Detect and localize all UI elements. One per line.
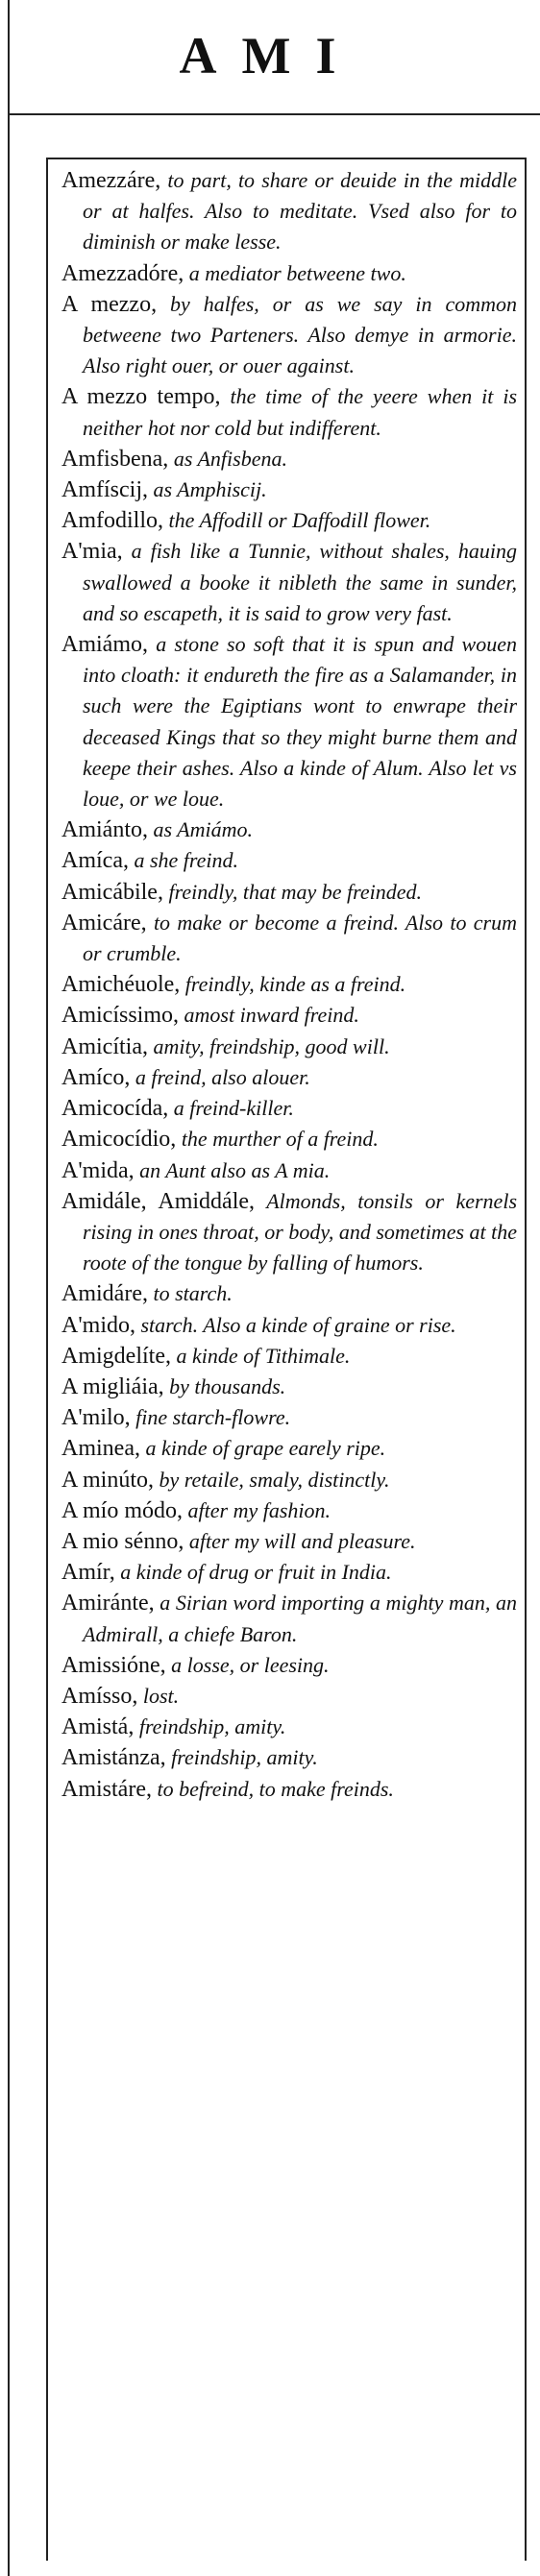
entry-headword: Amír,	[61, 1560, 115, 1586]
entry-definition: to starch.	[147, 1281, 233, 1306]
entry-definition: a mediator betweene two.	[184, 260, 406, 285]
dictionary-entry	[61, 1402, 517, 1433]
dictionary-entry	[61, 289, 517, 382]
dictionary-entry	[61, 1465, 517, 1495]
entry-headword: Aminea,	[61, 1436, 140, 1462]
entry-headword: Amichéuole,	[61, 972, 181, 998]
dictionary-entry	[61, 814, 517, 845]
entry-definition: a freind, also alouer.	[130, 1064, 310, 1089]
entry-definition: to befreind, to make freinds.	[151, 1776, 394, 1801]
dictionary-entry	[61, 908, 517, 969]
entry-definition: by retaile, smaly, distinctly.	[154, 1467, 390, 1492]
dictionary-entry	[61, 969, 517, 1000]
dictionary-entry	[61, 1155, 517, 1186]
entry-headword: Amistánza,	[61, 1745, 166, 1771]
dictionary-entry	[61, 1186, 517, 1279]
dictionary-entry	[61, 1310, 517, 1341]
entry-definition: after my fashion.	[183, 1497, 331, 1522]
dictionary-entry	[61, 1433, 517, 1464]
entry-headword: A mezzo,	[61, 291, 158, 317]
entry-headword: Amíca,	[61, 848, 129, 874]
entry-headword: Amicíssimo,	[61, 1003, 180, 1029]
dictionary-entry	[61, 845, 517, 876]
entry-definition: as Amphiscij.	[148, 477, 267, 502]
entry-definition: after my will and pleasure.	[184, 1528, 416, 1553]
entry-definition: a stone so soft that it is spun and wouen into cloath: it endureth the fire as a Salamander, in such were the Egiptians wont to enwrape their deceased Kings that so they might burne them and keepe their ashes. Also a kinde of Alum. Also let vs loue, or we loue.	[83, 632, 517, 812]
entry-definition: to part, to share or deuide in the middle or at halfes. Also to meditate. Vsed also for to diminish or make lesse.	[83, 168, 517, 255]
entry-definition: a freind-killer.	[168, 1096, 294, 1121]
entry-definition: amity, freindship, good will.	[147, 1033, 390, 1058]
entry-headword: A'mida,	[61, 1157, 135, 1183]
entry-headword: A mezzo tempo,	[61, 384, 221, 410]
dictionary-entry	[61, 1588, 517, 1649]
dictionary-entry	[61, 1000, 517, 1031]
entry-definition: starch. Also a kinde of graine or rise.	[135, 1312, 456, 1337]
dictionary-entry	[61, 1774, 517, 1805]
dictionary-entry	[61, 1650, 517, 1681]
entry-headword: Amíco,	[61, 1064, 131, 1090]
dictionary-entry	[61, 536, 517, 629]
entry-headword: Amicocída,	[61, 1096, 169, 1122]
entry-headword: A'milo,	[61, 1405, 131, 1431]
dictionary-entry	[61, 1681, 517, 1712]
entry-headword: Amfíscij,	[61, 477, 148, 503]
dictionary-entry	[61, 1372, 517, 1402]
dictionary-entry	[61, 1742, 517, 1773]
entry-definition: a fish like a Tunnie, without shales, hauing swallowed a booke it nibleth the same in sunder, and so escapeth, it is said to grow very fast.	[83, 539, 517, 625]
entry-definition: fine starch-flowre.	[130, 1405, 291, 1430]
entry-definition: a Sirian word importing a mighty man, an Admirall, a chiefe Baron.	[83, 1591, 517, 1646]
entry-definition: the murther of a freind.	[176, 1127, 379, 1152]
entry-definition: by thousands.	[163, 1373, 286, 1398]
entry-definition: as Amiámo.	[148, 817, 253, 842]
dictionary-entry	[61, 629, 517, 814]
header-rule	[8, 113, 540, 115]
entry-definition: freindly, kinde as a freind.	[180, 972, 406, 997]
entry-headword: Amísso,	[61, 1683, 138, 1709]
entry-definition: a she freind.	[128, 848, 239, 873]
dictionary-entry	[61, 165, 517, 258]
dictionary-entry	[61, 1341, 517, 1372]
entry-headword: Amezzadóre,	[61, 260, 184, 286]
entry-definition: to make or become a freind. Also to crum or crumble.	[83, 910, 517, 966]
entry-headword: Amigdelíte,	[61, 1343, 171, 1369]
dictionary-entry	[61, 258, 517, 289]
entry-headword: Amidále, Amiddále,	[61, 1188, 256, 1214]
entry-headword: Amistá,	[61, 1714, 135, 1740]
dictionary-column	[61, 165, 517, 1805]
entry-headword: Amiánto,	[61, 817, 148, 843]
entry-definition: an Aunt also as A mia.	[134, 1157, 331, 1182]
dictionary-entry	[61, 1278, 517, 1309]
entry-definition: a losse, or leesing.	[165, 1652, 330, 1677]
dictionary-entry	[61, 1032, 517, 1062]
entry-definition: the Affodill or Daffodill flower.	[163, 508, 431, 533]
entry-headword: A'mia,	[61, 539, 123, 565]
entry-headword: A'mido,	[61, 1312, 135, 1338]
entry-definition: by halfes, or as we say in common betweene two Parteners. Also demye in armorie. Also right ouer, or ouer against.	[83, 291, 517, 378]
entry-definition: freindly, that may be freinded.	[162, 879, 423, 904]
dictionary-entry	[61, 877, 517, 908]
entry-definition: a kinde of drug or fruit in India.	[114, 1560, 392, 1585]
entry-definition: as Anfisbena.	[168, 446, 287, 471]
dictionary-entry	[61, 444, 517, 474]
dictionary-entry	[61, 1557, 517, 1588]
entry-definition: freindship, amity.	[165, 1745, 318, 1770]
dictionary-entry	[61, 1495, 517, 1526]
entry-headword: Amicáre,	[61, 910, 147, 936]
entry-headword: Amfisbena,	[61, 446, 169, 472]
page-left-rule	[8, 0, 10, 2576]
entry-headword: Amezzáre,	[61, 168, 161, 193]
entry-headword: Amfodillo,	[61, 508, 163, 534]
entry-headword: Amissióne,	[61, 1652, 166, 1678]
entry-definition: Almonds, tonsils or kernels rising in ones throat, or body, and sometimes at the roote of the tongue by falling of humors.	[83, 1188, 518, 1276]
entry-headword: Amicítia,	[61, 1033, 148, 1059]
entry-headword: A migliáia,	[61, 1373, 164, 1399]
entry-headword: A mío módo,	[61, 1497, 184, 1523]
entry-headword: A minúto,	[61, 1467, 155, 1493]
dictionary-entry	[61, 381, 517, 443]
entry-definition: the time of the yeere when it is neither hot nor cold but indifferent.	[83, 384, 518, 440]
entry-definition: lost.	[137, 1683, 180, 1708]
dictionary-entry	[61, 1124, 517, 1154]
entry-headword: Amiámo,	[61, 632, 148, 658]
dictionary-entry	[61, 474, 517, 505]
entry-headword: A mio sénno,	[61, 1528, 184, 1554]
dictionary-entry	[61, 1526, 517, 1557]
dictionary-entry	[61, 1062, 517, 1093]
dictionary-entry	[61, 1712, 517, 1742]
running-head: AMI	[179, 27, 361, 85]
entry-definition: a kinde of Tithimale.	[170, 1343, 351, 1368]
entry-definition: freindship, amity.	[134, 1714, 286, 1739]
entry-definition: amost inward freind.	[179, 1003, 359, 1028]
entry-headword: Amiránte,	[61, 1591, 155, 1616]
entry-headword: Amistáre,	[61, 1776, 152, 1802]
entry-headword: Amidáre,	[61, 1281, 148, 1307]
entry-headword: Amicábile,	[61, 879, 163, 905]
page-header	[0, 0, 540, 113]
entry-definition: a kinde of grape earely ripe.	[139, 1436, 386, 1461]
dictionary-entry	[61, 1093, 517, 1124]
dictionary-entry	[61, 505, 517, 536]
entry-headword: Amicocídio,	[61, 1127, 177, 1153]
